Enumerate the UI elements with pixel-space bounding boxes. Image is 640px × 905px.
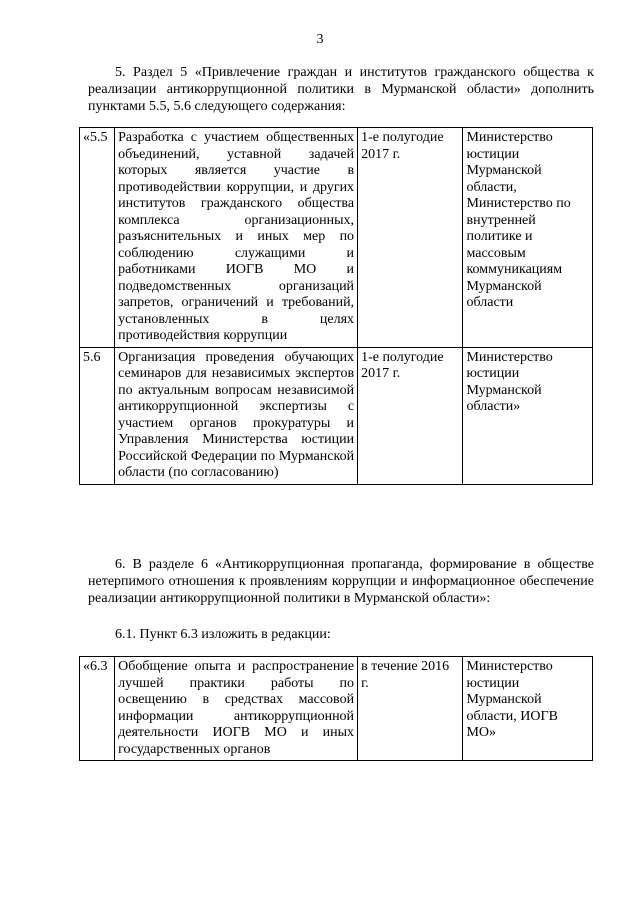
row-number: «5.5	[80, 128, 115, 348]
row-deadline: 1-е полугодие 2017 г.	[358, 347, 463, 484]
table-section-5	[79, 127, 593, 485]
table-row	[80, 657, 593, 761]
table-section-6	[79, 656, 593, 761]
row-responsible: Министерство юстиции Мурманской области»	[463, 347, 593, 484]
row-number: 5.6	[80, 347, 115, 484]
page-number: 3	[316, 32, 324, 47]
row-deadline: в течение 2016 г.	[358, 657, 463, 761]
paragraph-5: 5. Раздел 5 «Привлечение граждан и институтов гражданского общества к реализации антикоррупционной политики в Мурманской области» дополнить пунктами 5.5, 5.6 следующего содержания:	[88, 65, 594, 114]
paragraph-6: 6. В разделе 6 «Антикоррупционная пропаганда, формирование в обществе нетерпимого отношения к проявлениям коррупции и информационное обеспечение реализации антикоррупционной политики в Мурманской области»:	[88, 557, 594, 606]
row-number: «6.3	[80, 657, 115, 761]
table-row	[80, 347, 593, 484]
row-responsible: Министерство юстиции Мурманской области, ИОГВ МО»	[463, 657, 593, 761]
table-row	[80, 128, 593, 348]
row-deadline: 1-е полугодие 2017 г.	[358, 128, 463, 348]
paragraph-6-1: 6.1. Пункт 6.3 изложить в редакции:	[115, 627, 331, 642]
row-measure-text: Обобщение опыта и распространение лучшей практики работы по освещению в средствах массовой информации антикоррупционной деятельности ИОГВ МО и иных государственных органов	[115, 657, 358, 761]
row-responsible: Министерство юстиции Мурманской области, Министерство по внутренней политике и массовым коммуникациям Мурманской области	[463, 128, 593, 348]
row-measure-text: Организация проведения обучающих семинаров для независимых экспертов по актуальным вопросам независимой антикоррупционной экспертизы с участием органов прокуратуры и Управления Министерства юстиции Российской Федерации по Мурманской области (по согласованию)	[115, 347, 358, 484]
row-measure-text: Разработка с участием общественных объединений, уставной задачей которых является участие в противодействии коррупции, и других институтов гражданского общества комплекса организационных, разъяснительных и иных мер по соблюдению служащими и работниками ИОГВ МО и подведомственных организаций запретов, ограничений и требований, установленных в целях противодействия коррупции	[115, 128, 358, 348]
